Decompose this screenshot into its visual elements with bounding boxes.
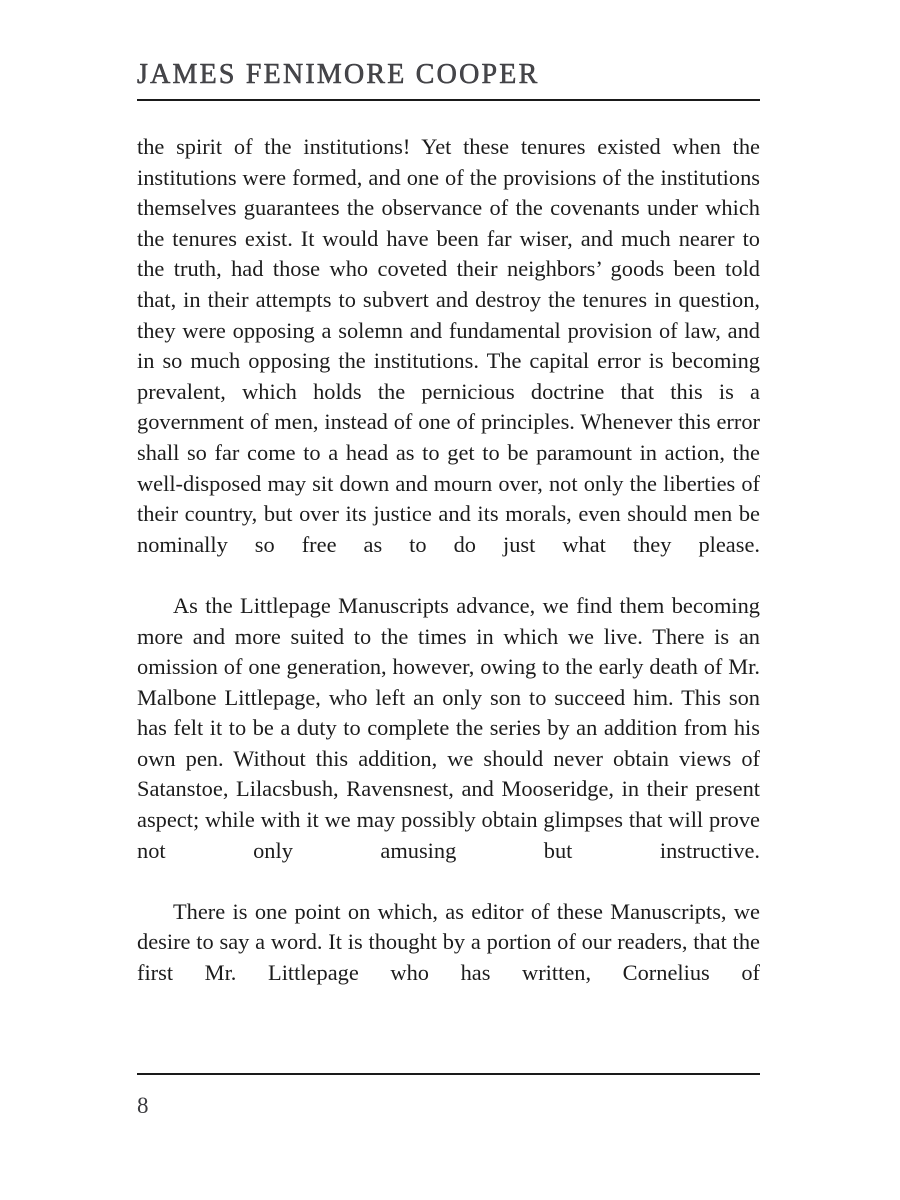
paragraph-continued: the spirit of the institutions! Yet these tenures existed when the institutions were formed, and one of the provisions of the institutions themselves guarantees the observance of the covenants under which the tenures exist. It would have been far wiser, and much nearer to the truth, had those who coveted their neighbors’ goods been told that, in their attempts to subvert and destroy the tenures in question, they were opposing a solemn and fundamental provision of law, and in so much opposing the institutions. The capital error is becoming prevalent, which holds the pernicious doctrine that this is a government of men, instead of one of principles. Whenever this error shall so far come to a head as to get to be paramount in action, the well-disposed may sit down and mourn over, not only the liberties of their country, but over its justice and its morals, even should men be nominally so free as to do just what they please. (137, 134, 760, 557)
header-rule (137, 99, 760, 101)
footer-rule (137, 1073, 760, 1075)
paragraph-littlepage-manuscripts: As the Littlepage Manuscripts advance, we find them becoming more and more suited to the times in which we live. There is an omission of one generation, however, owing to the early death of Mr. Malbone Littlepage, who left an only son to succeed him. This son has felt it to be a duty to complete the series by an addition from his own pen. Without this addition, we should never obtain views of Satanstoe, Lilacsbush, Ravensnest, and Mooseridge, in their present aspect; while with it we may possibly obtain glimpses that will prove not only amusing but instructive. (137, 592, 760, 863)
running-head-title: JAMES FENIMORE COOPER (137, 59, 540, 90)
paragraph-editor-note: There is one point on which, as editor of these Manuscripts, we desire to say a word. It is thought by a portion of our readers, that the first Mr. Littlepage who has written, Cornelius of (137, 898, 760, 986)
body-text-column (137, 132, 760, 1019)
page-number: 8 (137, 1093, 149, 1118)
running-head (137, 58, 760, 92)
